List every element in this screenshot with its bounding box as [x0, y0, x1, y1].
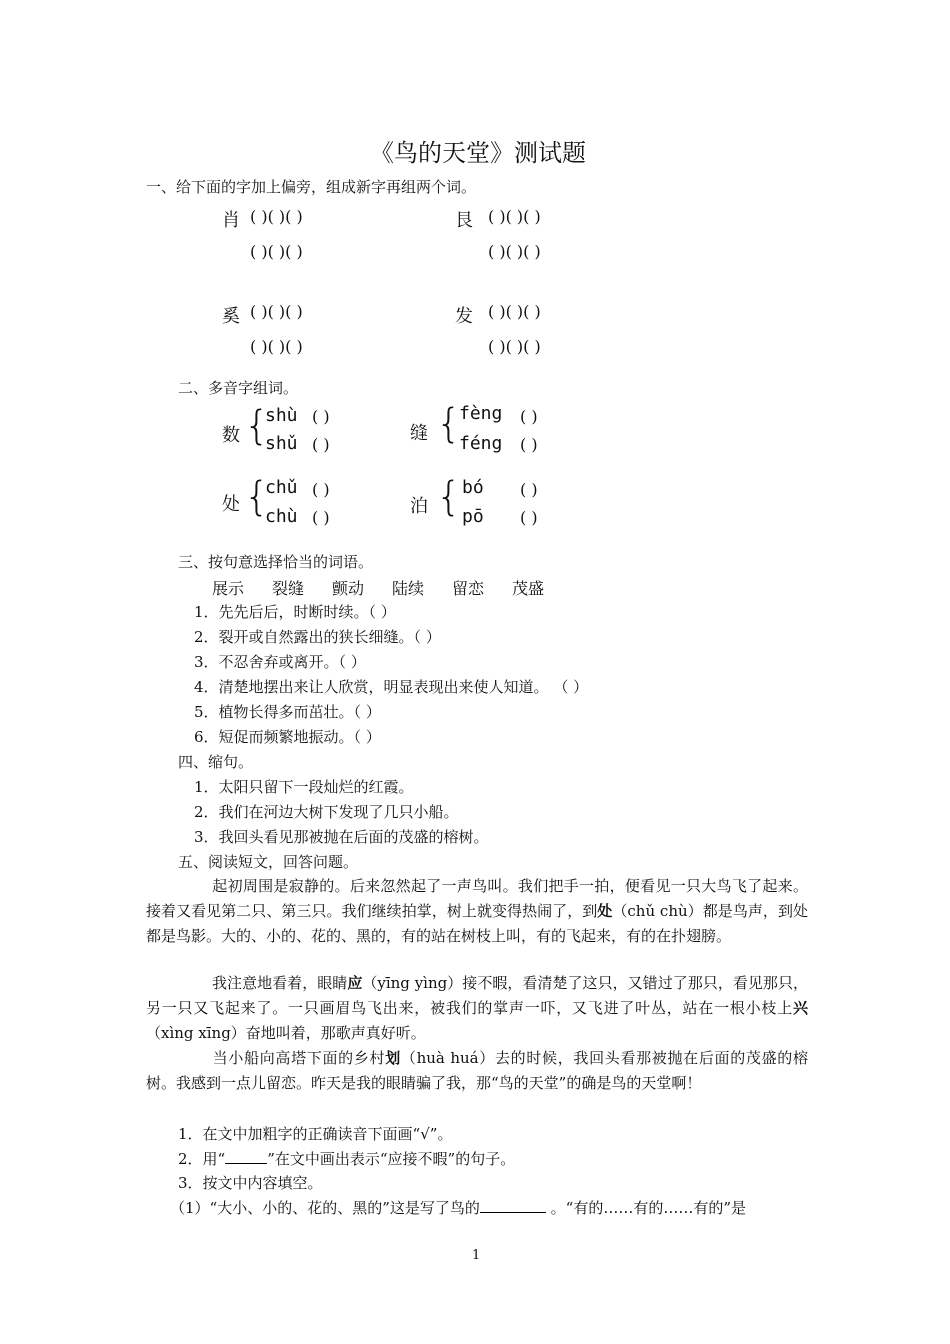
blank: ( ) — [520, 435, 538, 454]
reading: shù — [265, 405, 298, 426]
blank: ( ) — [312, 407, 330, 426]
paren-row: ( )( )( ) — [250, 337, 303, 356]
blank: ( ) — [312, 435, 330, 454]
question-3-1: （1）“大小、小的、花的、黑的”这是写了鸟的 。“有的……有的……有的”是 — [170, 1199, 746, 1217]
paren-row: ( )( )( ) — [488, 337, 541, 356]
paren-row: ( )( )( ) — [250, 207, 303, 226]
char-xi: 奚 — [222, 306, 240, 327]
blank: ( ) — [312, 480, 330, 499]
list-item: 4．清楚地摆出来让人欣赏，明显表现出来使人知道。 （ ） — [194, 678, 589, 696]
reading: pō — [462, 506, 484, 527]
list-item: 5．植物长得多而茁壮。（ ） — [194, 703, 381, 721]
paren-row: ( )( )( ) — [250, 242, 303, 261]
word-bank-item: 展示 — [212, 579, 245, 598]
list-item: 1．先先后后，时断时续。（ ） — [194, 603, 396, 621]
page-number: 1 — [472, 1248, 481, 1263]
section1-heading: 一、给下面的字加上偏旁，组成新字再组两个词。 — [146, 178, 477, 196]
reading: shǔ — [265, 433, 298, 454]
reading: bó — [462, 477, 484, 498]
list-item: 1．太阳只留下一段灿烂的红霞。 — [194, 778, 414, 796]
paren-row: ( )( )( ) — [488, 302, 541, 321]
reading: fèng — [459, 403, 503, 424]
section3-heading: 三、按句意选择恰当的词语。 — [178, 553, 374, 571]
char-xiao: 肖 — [222, 210, 240, 231]
blank: ( ) — [520, 407, 538, 426]
word-bank-item: 裂缝 — [272, 579, 305, 598]
brace-icon: { — [436, 401, 462, 447]
section2-heading: 二、多音字组词。 — [178, 379, 299, 397]
blank: ( ) — [520, 480, 538, 499]
char-feng: 缝 — [410, 423, 428, 444]
list-item: 3．不忍舍弃或离开。（ ） — [194, 653, 366, 671]
answer-blank[interactable] — [480, 1198, 546, 1213]
question-3: 3．按文中内容填空。 — [178, 1174, 323, 1192]
question-2: 2．用“ ”在文中画出表示“应接不暇”的句子。 — [178, 1150, 516, 1168]
char-bo: 泊 — [410, 496, 428, 517]
word-bank-item: 留恋 — [452, 579, 485, 598]
paren-row: ( )( )( ) — [250, 302, 303, 321]
list-item: 6．短促而频繁地振动。（ ） — [194, 728, 381, 746]
section4-heading: 四、缩句。 — [178, 753, 254, 771]
char-fa: 发 — [455, 306, 473, 327]
char-gen: 艮 — [455, 210, 473, 231]
brace-icon: { — [244, 474, 270, 520]
underline-mark — [225, 1149, 267, 1164]
word-bank-item: 茂盛 — [512, 579, 545, 598]
reading-paragraph-3: 当小船向高塔下面的乡村划（huà huá）去的时候，我回头看那被抛在后面的茂盛的榕树。我感到一点儿留恋。昨天是我的眼睛骗了我，那“鸟的天堂”的确是鸟的天堂啊！ — [146, 1049, 808, 1092]
char-shu: 数 — [222, 425, 240, 446]
reading-paragraph-1: 起初周围是寂静的。后来忽然起了一声鸟叫。我们把手一拍，便看见一只大鸟飞了起来。接着又看见第二只、第三只。我们继续拍掌，树上就变得热闹了，到处（chǔ chù）都是鸟声，到处都是鸟影。大的、小的、花的、黑的，有的站在树枝上叫，有的飞起来，有的在扑翅膀。 — [146, 877, 808, 945]
page-title: 《鸟的天堂》测试题 — [370, 139, 586, 167]
question-1: 1．在文中加粗字的正确读音下面画“√”。 — [178, 1125, 453, 1143]
word-bank-item: 颤动 — [332, 579, 365, 598]
paren-row: ( )( )( ) — [488, 242, 541, 261]
list-item: 3．我回头看见那被抛在后面的茂盛的榕树。 — [194, 828, 489, 846]
paren-row: ( )( )( ) — [488, 207, 541, 226]
brace-icon: { — [436, 474, 462, 520]
section5-heading: 五、阅读短文，回答问题。 — [178, 853, 359, 871]
blank: ( ) — [520, 508, 538, 527]
list-item: 2．我们在河边大树下发现了几只小船。 — [194, 803, 459, 821]
brace-icon: { — [244, 403, 270, 449]
blank: ( ) — [312, 508, 330, 527]
word-bank-item: 陆续 — [392, 579, 425, 598]
reading: chù — [265, 506, 298, 527]
reading: féng — [459, 433, 503, 454]
list-item: 2．裂开或自然露出的狭长细缝。（ ） — [194, 628, 441, 646]
reading: chǔ — [265, 477, 298, 498]
char-chu: 处 — [222, 494, 240, 515]
reading-paragraph-2: 我注意地看着，眼睛应（yīng yìng）接不暇，看清楚了这只，又错过了那只，看见那只，另一只又飞起来了。一只画眉鸟飞出来，被我们的掌声一吓，又飞进了叶丛，站在一根小枝上兴（xìng xīng）奋地叫着，那歌声真好听。 — [146, 974, 808, 1042]
